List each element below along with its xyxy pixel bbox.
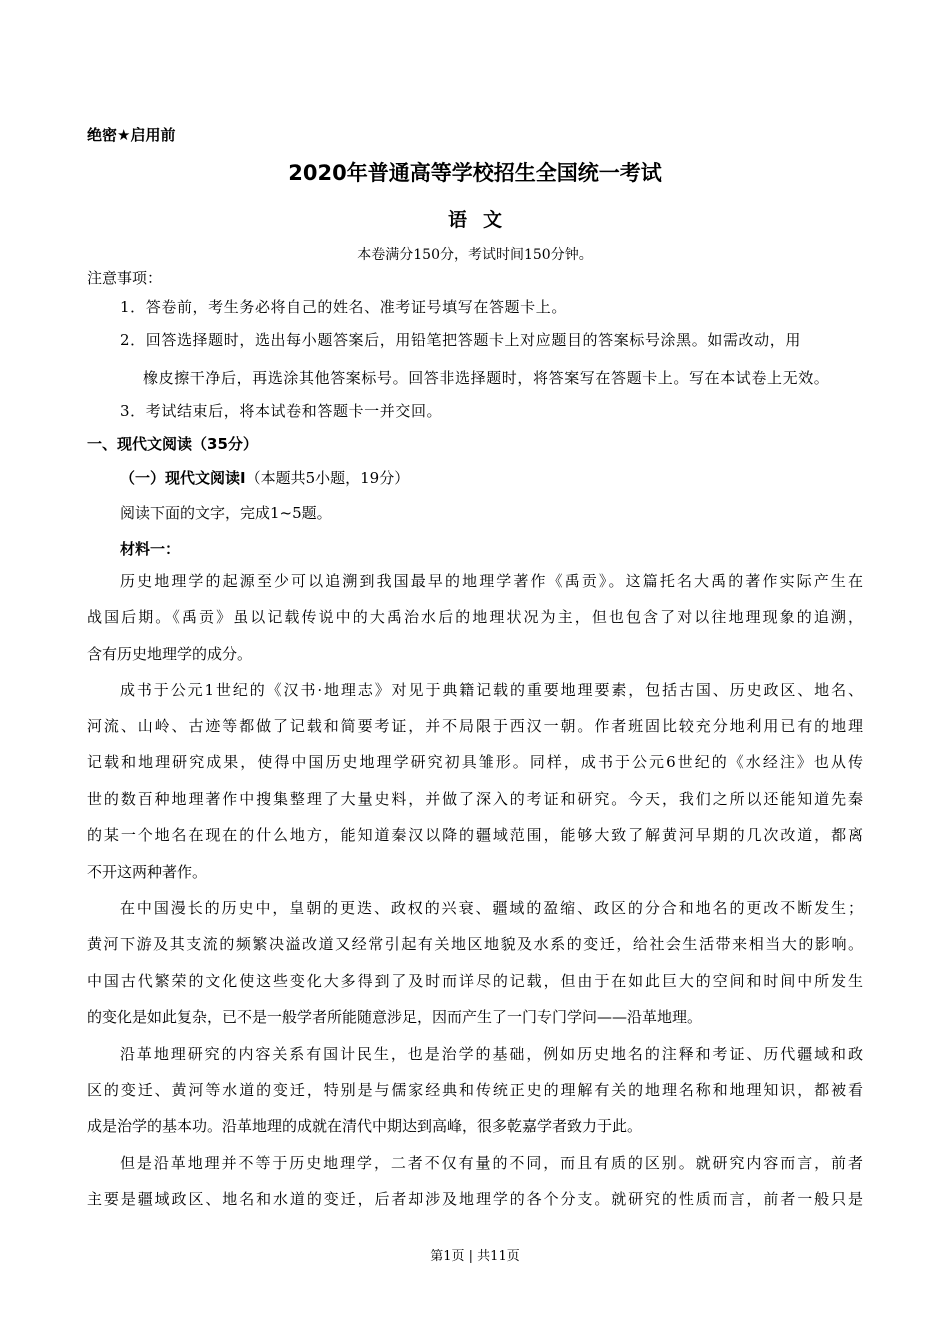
passage-line: 记载和地理研究成果，使得中国历史地理学研究初具雏形。同样，成书于公元6世纪的《水经注》也从传: [87, 753, 863, 771]
passage-line: 成是治学的基本功。沿革地理的成就在清代中期达到高峰，很多乾嘉学者致力于此。: [87, 1117, 643, 1135]
passage-line: 沿革地理研究的内容关系有国计民生，也是治学的基础，例如历史地名的注释和考证、历代疆域和政: [120, 1045, 863, 1063]
passage-line: 的变化是如此复杂，已不是一般学者所能随意涉足，因而产生了一门专门学问——沿革地理。: [87, 1008, 703, 1026]
exam-title: 2020年普通高等学校招生全国统一考试: [288, 161, 662, 185]
subsection-note: （本题共5小题，19分）: [245, 469, 410, 487]
note-item-continuation: 橡皮擦干净后，再选涂其他答案标号。回答非选择题时，将答案写在答题卡上。写在本试卷上无效。: [143, 369, 830, 387]
page-number: 第1页 | 共11页: [430, 1249, 520, 1264]
passage-line: 但是沿革地理并不等于历史地理学，二者不仅有量的不同，而且有质的区别。就研究内容而言，前者: [120, 1154, 863, 1172]
exam-info: 本卷满分150分，考试时间150分钟。: [357, 247, 593, 263]
subject-title: 语文: [447, 209, 518, 231]
passage-line: 河流、山岭、古迹等都做了记载和简要考证，并不局限于西汉一朝。作者班固比较充分地利用已有的地理: [87, 717, 863, 735]
passage-line: 的某一个地名在现在的什么地方，能知道秦汉以降的疆域范围，能够大致了解黄河早期的几次改道，都离: [87, 826, 863, 844]
section-title: 一、现代文阅读（35分）: [87, 435, 258, 453]
confidential-label: 绝密★启用前: [87, 126, 176, 144]
passage-line: 区的变迁、黄河等水道的变迁，特别是与儒家经典和传统正史的理解有关的地理名称和地理知识，都被看: [87, 1081, 863, 1099]
passage-line: 世的数百种地理著作中搜集整理了大量史料，并做了深入的考证和研究。今天，我们之所以还能知道先秦: [87, 790, 863, 808]
subsection-label: （一）现代文阅读Ⅰ: [120, 469, 246, 487]
reading-instruction: 阅读下面的文字，完成1~5题。: [120, 504, 332, 522]
passage-line: 历史地理学的起源至少可以追溯到我国最早的地理学著作《禹贡》。这篇托名大禹的著作实际产生在: [120, 572, 863, 590]
material-label: 材料一：: [120, 540, 181, 558]
notes-heading: 注意事项：: [87, 269, 163, 287]
passage-line: 主要是疆域政区、地名和水道的变迁，后者却涉及地理学的各个分支。就研究的性质而言，前者一般只是: [87, 1190, 863, 1208]
passage-line: 在中国漫长的历史中，皇朝的更迭、政权的兴衰、疆域的盈缩、政区的分合和地名的更改不断发生；: [120, 899, 863, 917]
note-item: 2．回答选择题时，选出每小题答案后，用铅笔把答题卡上对应题目的答案标号涂黑。如需改动，用: [120, 331, 801, 349]
subsection-title: [120, 467, 409, 488]
passage-line: 战国后期。《禹贡》虽以记载传说中的大禹治水后的地理状况为主，但也包含了对以往地理现象的追溯，: [87, 608, 863, 626]
passage-line: 不开这两种著作。: [87, 863, 208, 881]
passage-line: 中国古代繁荣的文化使这些变化大多得到了及时而详尽的记载，但由于在如此巨大的空间和时间中所发生: [87, 972, 863, 990]
passage-line: 含有历史地理学的成分。: [87, 645, 253, 663]
note-item: 3．考试结束后，将本试卷和答题卡一并交回。: [120, 402, 443, 420]
note-item: 1．答卷前，考生务必将自己的姓名、准考证号填写在答题卡上。: [120, 298, 567, 316]
passage-line: 成书于公元1世纪的《汉书·地理志》对见于典籍记载的重要地理要素，包括古国、历史政区、地名、: [120, 681, 863, 699]
passage-line: 黄河下游及其支流的频繁决溢改道又经常引起有关地区地貌及水系的变迁，给社会生活带来相当大的影响。: [87, 935, 863, 953]
